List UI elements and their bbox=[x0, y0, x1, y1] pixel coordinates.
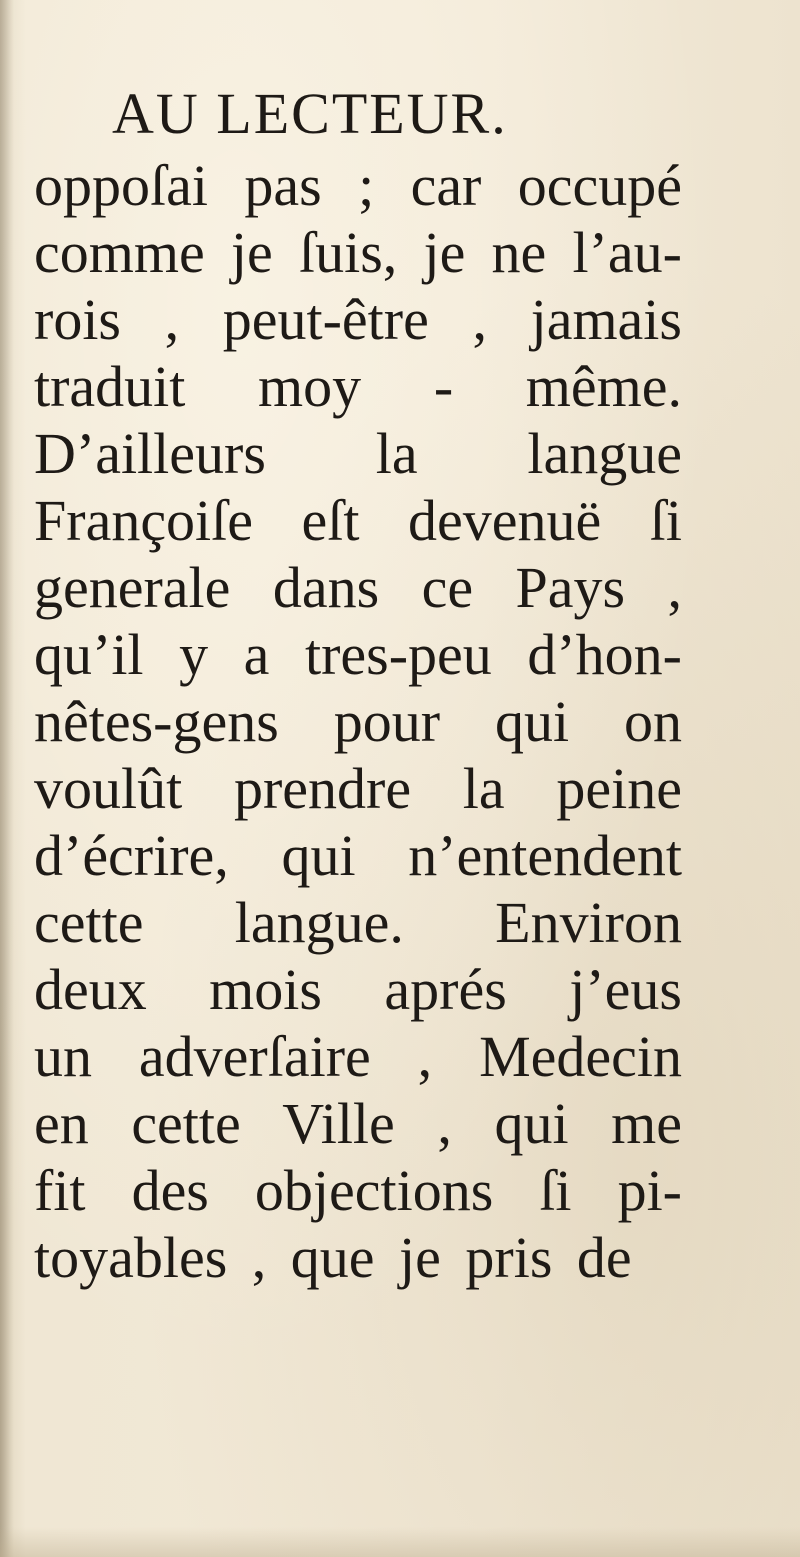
text-line: un adverſaire , Medecin bbox=[34, 1024, 682, 1089]
text-line: D’ailleurs la langue bbox=[34, 421, 682, 486]
text-line: en cette Ville , qui me bbox=[34, 1091, 682, 1156]
gutter-shadow bbox=[0, 0, 14, 1557]
body-text bbox=[34, 152, 682, 1291]
text-line: comme je ſuis, je ne l’au- bbox=[34, 220, 682, 285]
text-line: fit des objections ſi pi- bbox=[34, 1158, 682, 1223]
text-line: toyables , que je pris de bbox=[34, 1225, 632, 1290]
text-line: oppoſai pas ; car occupé bbox=[34, 153, 682, 218]
text-line: rois , peut-être , jamais bbox=[34, 287, 682, 352]
text-line: deux mois aprés j’eus bbox=[34, 957, 682, 1022]
page-bottom-edge bbox=[0, 1527, 800, 1557]
text-line: cette langue. Environ bbox=[34, 890, 682, 955]
text-line: qu’il y a tres-peu d’hon- bbox=[34, 622, 682, 687]
text-line: traduit moy - même. bbox=[34, 354, 682, 419]
text-line: generale dans ce Pays , bbox=[34, 555, 682, 620]
text-line: d’écrire, qui n’entendent bbox=[34, 823, 682, 888]
text-line: nêtes-gens pour qui on bbox=[34, 689, 682, 754]
text-line: voulût prendre la peine bbox=[34, 756, 682, 821]
running-heading: AU LECTEUR. bbox=[112, 81, 508, 146]
text-line: Françoiſe eſt devenuë ſi bbox=[34, 488, 682, 553]
